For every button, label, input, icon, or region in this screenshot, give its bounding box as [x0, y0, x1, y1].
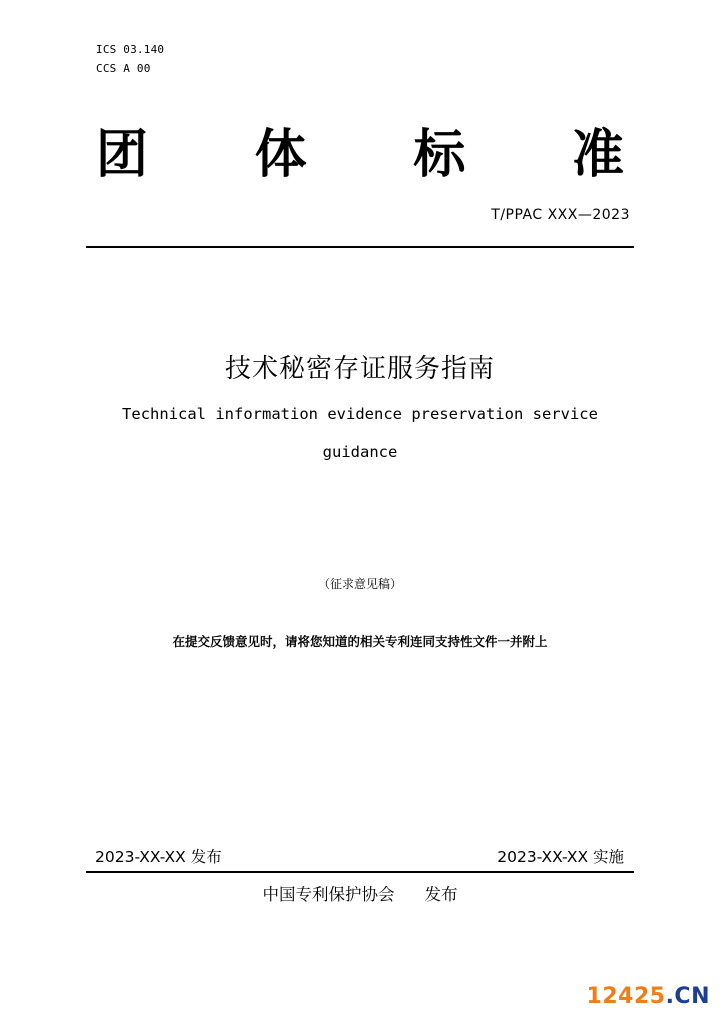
site-watermark: [587, 984, 710, 1010]
document-type-char-4: 准: [571, 125, 624, 185]
ccs-code: CCS A 00: [96, 62, 151, 75]
bottom-divider: [86, 871, 634, 873]
publisher-name: 中国专利保护协会: [262, 885, 395, 904]
watermark-tld: .CN: [665, 984, 710, 1009]
publisher-action: 发布: [424, 885, 458, 904]
document-type-char-1: 团: [96, 125, 149, 185]
english-title-line-1: Technical information evidence preservation service: [122, 405, 598, 423]
issue-date: 2023-XX-XX 发布: [95, 848, 222, 866]
watermark-number: 12425: [586, 984, 666, 1009]
english-title-line-2: guidance: [322, 443, 398, 461]
feedback-notice: 在提交反馈意见时，请将您知道的相关专利连同支持性文件一并附上: [172, 634, 548, 649]
chinese-title: 技术秘密存证服务指南: [224, 354, 495, 384]
publisher-line: [0, 881, 720, 905]
document-type-title: [96, 122, 624, 188]
classification-codes: [96, 40, 164, 78]
document-type-char-2: 体: [254, 125, 307, 185]
standard-number: T/PPAC XXX—2023: [491, 207, 630, 223]
document-type-char-3: 标: [413, 125, 466, 185]
top-divider: [86, 246, 634, 248]
ics-code: ICS 03.140: [96, 43, 165, 56]
draft-label: （征求意见稿）: [317, 577, 402, 591]
implement-date: 2023-XX-XX 实施: [497, 848, 624, 866]
